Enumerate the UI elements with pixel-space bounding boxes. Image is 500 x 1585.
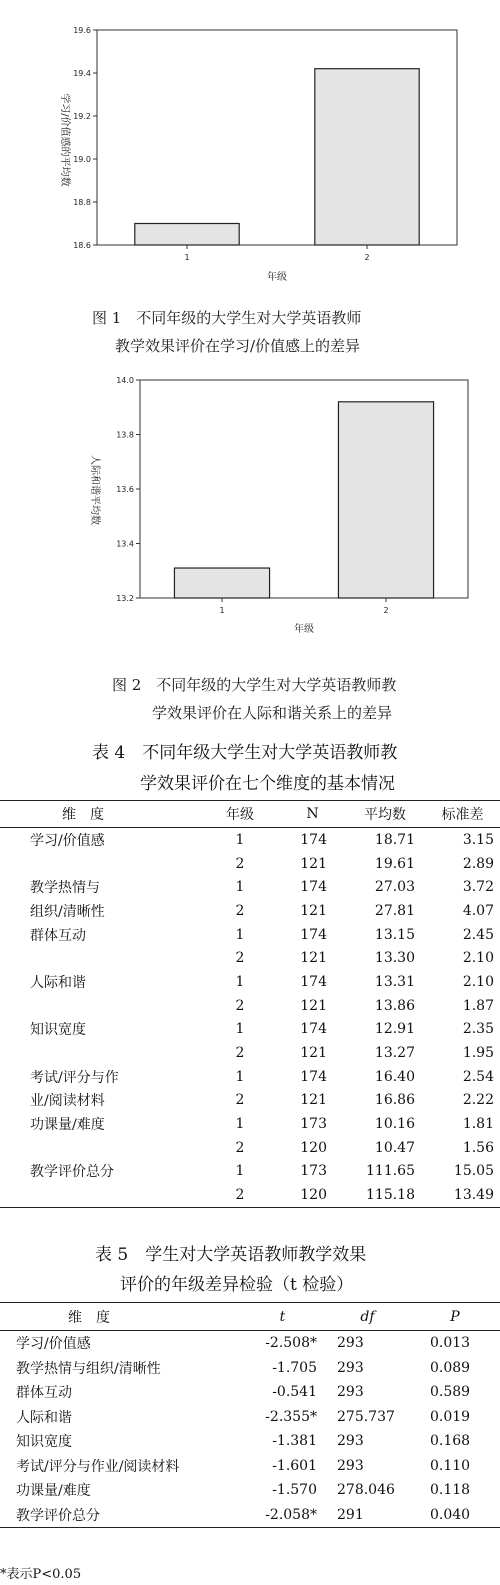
cell-sd: 2.10	[462, 950, 494, 967]
y-tick-label: 13.4	[116, 539, 134, 549]
table-row	[0, 1331, 500, 1356]
cell-mean: 19.61	[374, 855, 415, 872]
cell-t: -0.541	[272, 1384, 317, 1401]
cell-n: 173	[300, 1116, 327, 1133]
cell-grade: 2	[235, 997, 245, 1014]
figure-2-chart	[0, 370, 500, 660]
cell-df: 293	[337, 1433, 364, 1450]
cell-sd: 1.87	[462, 997, 494, 1014]
cell-n: 173	[300, 1163, 327, 1180]
cell-t: -2.508*	[265, 1335, 317, 1352]
cell-t: -2.355*	[265, 1408, 317, 1425]
table-5	[0, 1302, 500, 1528]
cell-mean: 115.18	[345, 1183, 425, 1207]
x-tick-label: 2	[383, 606, 389, 615]
cell-mean: 27.03	[374, 879, 415, 896]
cell-sd: 4.07	[462, 902, 494, 919]
cell-dimension: 功课量/难度	[16, 1483, 91, 1500]
table-4-header-grade: 年级	[200, 801, 280, 828]
cell-sd: 1.95	[462, 1045, 494, 1062]
cell-dimension: 教学热情与	[30, 880, 100, 897]
table-row	[0, 1160, 500, 1184]
table-row	[0, 828, 500, 852]
cell-grade: 2	[235, 950, 245, 967]
cell-n: 174	[300, 879, 327, 896]
cell-p: 0.110	[430, 1457, 471, 1474]
y-axis-label: 学习/价值感的平均数	[59, 93, 70, 187]
table-4-header-sd: 标准差	[425, 801, 500, 828]
cell-mean: 27.81	[374, 902, 415, 919]
table-row	[0, 946, 500, 970]
cell-dimension: 业/阅读材料	[30, 1093, 105, 1110]
cell-dimension	[0, 994, 200, 1018]
cell-df: 275.737	[337, 1408, 395, 1425]
cell-grade: 2	[235, 1092, 245, 1109]
cell-grade: 1	[235, 973, 245, 990]
table-row	[0, 1112, 500, 1136]
cell-grade: 2	[235, 1045, 245, 1062]
cell-dimension	[0, 946, 200, 970]
table-5-title-line2: 评价的年级差异检验（t 检验）	[120, 1275, 354, 1295]
cell-n: 174	[300, 831, 327, 848]
table-row	[0, 1356, 500, 1381]
cell-grade: 1	[235, 926, 245, 943]
cell-dimension	[0, 852, 200, 876]
cell-t: -1.705	[272, 1359, 317, 1376]
cell-n: 121	[300, 855, 327, 872]
table-row	[0, 1183, 500, 1207]
table-5-title-line1: 表 5 学生对大学英语教师教学效果	[95, 1245, 367, 1265]
cell-dimension	[0, 1041, 200, 1065]
y-tick-label: 14.0	[116, 376, 134, 385]
cell-mean: 18.71	[374, 831, 415, 848]
cell-dimension: 教学评价总分	[30, 1164, 114, 1181]
cell-mean: 13.15	[374, 926, 415, 943]
table-row	[0, 923, 500, 947]
table-5-header-df: df	[325, 1303, 410, 1331]
cell-dimension: 知识宽度	[16, 1434, 72, 1451]
cell-dimension: 考试/评分与作	[30, 1069, 119, 1086]
cell-p: 0.040	[410, 1503, 500, 1528]
cell-n: 120	[280, 1183, 345, 1207]
cell-p: 0.089	[430, 1359, 471, 1376]
cell-mean: 16.40	[374, 1068, 415, 1085]
cell-n: 174	[300, 973, 327, 990]
x-axis-label: 年级	[294, 624, 314, 635]
y-tick-label: 19.4	[73, 69, 91, 78]
cell-dimension: 教学评价总分	[0, 1503, 240, 1528]
cell-n: 174	[300, 1068, 327, 1085]
table-5-header-dimension: 维 度	[0, 1303, 240, 1331]
cell-n: 121	[300, 1045, 327, 1062]
figure-1-chart	[0, 0, 500, 290]
x-tick-label: 1	[219, 606, 225, 615]
cell-dimension: 考试/评分与作业/阅读材料	[16, 1458, 180, 1475]
y-tick-label: 18.8	[73, 198, 91, 207]
x-axis-label: 年级	[267, 272, 287, 283]
bar	[135, 224, 239, 246]
figure-1-caption-line1: 图 1 不同年级的大学生对大学英语教师	[92, 309, 362, 327]
table-row	[0, 1503, 500, 1528]
cell-sd: 1.56	[462, 1139, 494, 1156]
cell-dimension: 人际和谐	[30, 974, 86, 991]
table-row	[0, 1429, 500, 1454]
y-tick-label: 19.0	[73, 155, 91, 164]
cell-df: 293	[337, 1335, 364, 1352]
table-4-header-n: N	[280, 801, 345, 828]
cell-n: 174	[300, 926, 327, 943]
cell-t: -1.601	[272, 1457, 317, 1474]
table-5-footnote: *表示P<0.05	[0, 1567, 82, 1582]
table-row	[0, 1454, 500, 1479]
cell-n: 120	[300, 1139, 327, 1156]
y-tick-label: 18.6	[73, 241, 91, 250]
x-tick-label: 2	[364, 253, 370, 262]
table-row	[0, 1136, 500, 1160]
x-tick-label: 1	[184, 253, 190, 262]
cell-p: 0.118	[430, 1482, 471, 1499]
cell-sd: 13.49	[425, 1183, 500, 1207]
table-row	[0, 994, 500, 1018]
table-4-header-mean: 平均数	[345, 801, 425, 828]
cell-sd: 2.89	[462, 855, 494, 872]
table-5-header-row	[0, 1303, 500, 1331]
cell-sd: 3.15	[462, 831, 494, 848]
cell-mean: 13.31	[374, 973, 415, 990]
cell-n: 121	[300, 950, 327, 967]
table-5-header-p: P	[410, 1303, 500, 1331]
y-tick-label: 19.2	[73, 112, 91, 121]
cell-grade: 1	[235, 1068, 245, 1085]
cell-dimension	[0, 1183, 200, 1207]
y-tick-label: 19.6	[73, 26, 91, 35]
cell-grade: 2	[235, 1139, 245, 1156]
cell-sd: 3.72	[462, 879, 494, 896]
y-tick-label: 13.8	[116, 430, 134, 440]
cell-df: 293	[337, 1384, 364, 1401]
cell-t: -1.570	[272, 1482, 317, 1499]
cell-dimension: 功课量/难度	[30, 1117, 105, 1134]
cell-grade: 1	[235, 879, 245, 896]
cell-p: 0.589	[430, 1384, 471, 1401]
cell-dimension: 组织/清晰性	[30, 903, 105, 920]
table-row	[0, 1405, 500, 1430]
cell-dimension: 人际和谐	[16, 1409, 72, 1426]
table-4-header-row	[0, 801, 500, 828]
cell-n: 174	[300, 1021, 327, 1038]
table-4-header-dimension: 维 度	[0, 801, 200, 828]
cell-mean: 13.30	[374, 950, 415, 967]
cell-dimension	[0, 1136, 200, 1160]
cell-mean: 12.91	[374, 1021, 415, 1038]
table-row	[0, 1478, 500, 1503]
cell-p: 0.168	[430, 1433, 471, 1450]
table-row	[0, 852, 500, 876]
y-tick-label: 13.2	[116, 594, 134, 603]
table-row	[0, 1065, 500, 1089]
cell-dimension: 群体互动	[16, 1385, 72, 1402]
bar	[174, 568, 269, 598]
table-row	[0, 1041, 500, 1065]
cell-dimension: 学习/价值感	[16, 1336, 91, 1353]
table-4-title-line1: 表 4 不同年级大学生对大学英语教师教	[92, 743, 398, 763]
cell-t: -1.381	[272, 1433, 317, 1450]
table-row	[0, 1018, 500, 1042]
cell-grade: 1	[235, 1021, 245, 1038]
cell-dimension: 群体互动	[30, 927, 86, 944]
table-row	[0, 875, 500, 899]
cell-mean: 13.86	[374, 997, 415, 1014]
cell-mean: 10.47	[374, 1139, 415, 1156]
cell-df: 293	[337, 1359, 364, 1376]
cell-n: 121	[300, 902, 327, 919]
cell-sd: 2.45	[462, 926, 494, 943]
cell-sd: 2.35	[462, 1021, 494, 1038]
cell-sd: 1.81	[462, 1116, 494, 1133]
cell-grade: 1	[235, 1116, 245, 1133]
cell-grade: 2	[235, 855, 245, 872]
table-4-title-line2: 学效果评价在七个维度的基本情况	[140, 774, 395, 794]
cell-p: 0.019	[430, 1408, 471, 1425]
cell-mean: 10.16	[374, 1116, 415, 1133]
cell-n: 121	[300, 997, 327, 1014]
cell-grade: 1	[235, 831, 245, 848]
table-row	[0, 1380, 500, 1405]
cell-sd: 2.54	[462, 1068, 494, 1085]
cell-grade: 2	[235, 902, 245, 919]
cell-dimension: 学习/价值感	[30, 832, 105, 849]
cell-dimension: 教学热情与组织/清晰性	[16, 1360, 161, 1377]
cell-t: -2.058*	[240, 1503, 325, 1528]
figure-1-caption-line2: 教学效果评价在学习/价值感上的差异	[115, 337, 361, 355]
cell-df: 293	[337, 1457, 364, 1474]
figure-2-caption-line1: 图 2 不同年级的大学生对大学英语教师教	[112, 676, 397, 694]
table-row	[0, 970, 500, 994]
cell-df: 291	[325, 1503, 410, 1528]
table-4	[0, 800, 500, 1208]
y-axis-label: 人际和谐平均数	[89, 455, 100, 525]
cell-df: 278.046	[337, 1482, 395, 1499]
bar	[315, 69, 419, 245]
cell-mean: 16.86	[374, 1092, 415, 1109]
cell-dimension: 知识宽度	[30, 1022, 86, 1039]
cell-grade: 2	[200, 1183, 280, 1207]
cell-mean: 111.65	[366, 1163, 415, 1180]
cell-n: 121	[300, 1092, 327, 1109]
cell-sd: 2.10	[462, 973, 494, 990]
table-row	[0, 899, 500, 923]
y-tick-label: 13.6	[116, 485, 134, 494]
bar	[338, 402, 433, 598]
cell-mean: 13.27	[374, 1045, 415, 1062]
cell-grade: 1	[235, 1163, 245, 1180]
cell-sd: 2.22	[462, 1092, 494, 1109]
table-5-header-t: t	[240, 1303, 325, 1331]
cell-sd: 15.05	[453, 1163, 494, 1180]
table-row	[0, 1089, 500, 1113]
figure-2-caption-line2: 学效果评价在人际和谐关系上的差异	[152, 704, 393, 722]
cell-p: 0.013	[430, 1335, 471, 1352]
